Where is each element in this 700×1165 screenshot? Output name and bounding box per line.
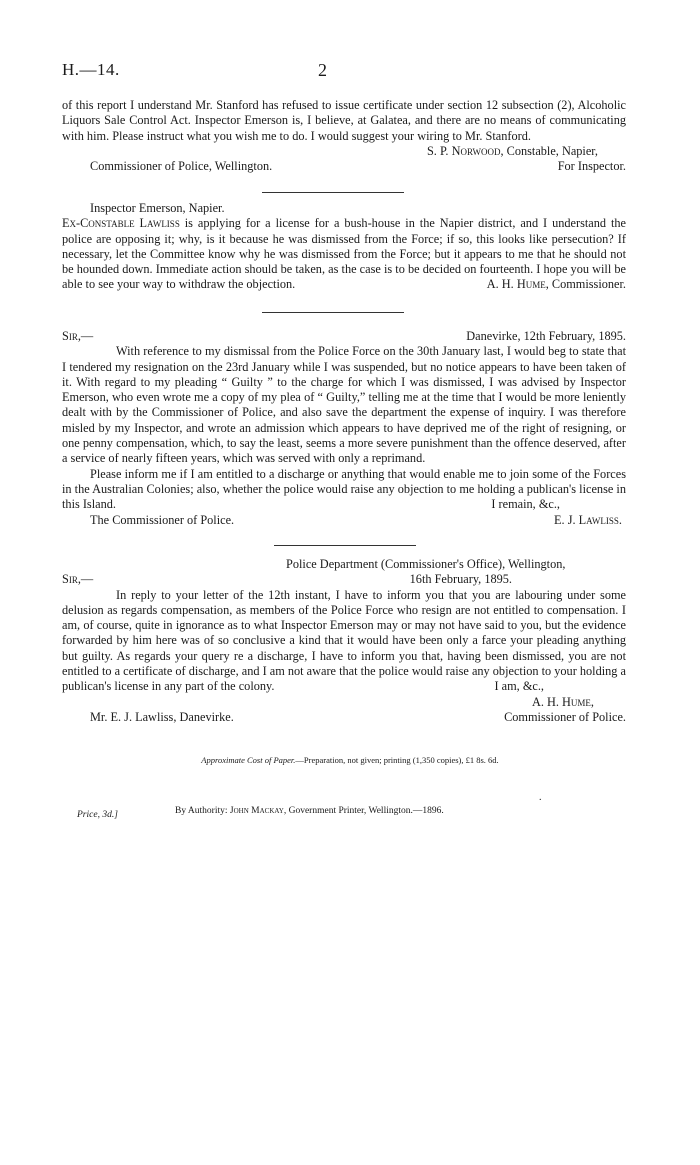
divider [262, 312, 404, 313]
closing: I am, &c., [494, 679, 544, 694]
paragraph: of this report I understand Mr. Stanford has refused to issue certificate under section 12 subsection (2), Alcoholic Liquors Sale Control Act. Inspector Emerson is, I believe, at Galatea, and there are no means of communicating with him. Please instruct what you wish me to do. I would suggest your wiring to Mr. Stanford. [62, 98, 626, 143]
date: 16th February, 1895. [409, 572, 512, 587]
printer-name: John Mackay [229, 806, 284, 816]
addressee-row [62, 710, 626, 725]
sender: Police Department (Commissioner's Office), Wellington, [286, 557, 566, 571]
cost-of-paper [0, 755, 700, 765]
telegram-hume-to-emerson [62, 201, 626, 293]
paragraph: In reply to your letter of the 12th instant, I have to inform you that you are labouring under some delusion as regards compensation, as members of the Police Force who resign are not entitled to compensation. I am, of course, quite in ignorance as to what Inspector Emerson may or may not have said to you, but the evidence forwarded by him here was of so conclusive a kind that it would have been only a farce your pleading anything but guilty. As regards your query re a discharge, I have to inform you that, having been dismissed, you are not entitled to a certificate of discharge, and I am not aware that the police would raise any objection to your holding a publican's license in any part of the colony. [62, 587, 626, 694]
paper-reference: H.—14. [62, 60, 120, 79]
paragraph: Please inform me if I am entitled to a discharge or anything that would enable me to join some of the Forces in the Australian Colonies; also, whether the police would raise any objection to me holding a publican's license in this Island. [62, 466, 626, 512]
signature-name: A. H. Hume [486, 277, 546, 292]
signature-title: Commissioner of Police. [504, 709, 626, 724]
authority-prefix: By Authority: [175, 806, 230, 816]
salutation: Inspector Emerson, Napier. [90, 201, 225, 215]
signature-title: , Constable, Napier, [500, 143, 598, 158]
signature: A. H. Hume, [531, 694, 594, 709]
salutation-row [62, 329, 626, 344]
authority-rest: , Government Printer, Wellington.—1896. [283, 806, 444, 816]
addressee: Commissioner of Police, Wellington. [90, 159, 273, 174]
opening-name: Ex-Constable Lawliss [62, 216, 180, 231]
addressee-row [62, 513, 626, 528]
salutation: Sir,— [62, 329, 94, 343]
signature: E. J. Lawliss. [554, 512, 622, 527]
signature-line [62, 144, 626, 159]
signature-name: S. P. Norwood [426, 143, 501, 158]
addressee: The Commissioner of Police. [90, 512, 235, 527]
addressee: Mr. E. J. Lawliss, Danevirke. [90, 709, 234, 724]
cost-text: —Preparation, not given; printing (1,350 copies), £1 8s. 6d. [295, 755, 499, 765]
salutation-row [62, 572, 626, 587]
letter-lawliss [62, 329, 626, 528]
cost-label: Approximate Cost of Paper. [201, 755, 296, 765]
body-text: is applying for a license for a bush-house in the Napier district, and I understand the police are opposing it; why, is it because he was dismissed from the Force; if so, this looks like persecution? If necessary, let the Committee know why he was dismissed from the Force; but it appears to me that he should not be hounded down. Immediate action should be taken, as the case is to be decided on fourteenth. I hope you will be able to see your way to withdraw the objection. [62, 216, 626, 292]
price: Price, 3d.] [77, 810, 118, 820]
telegram-norwood [62, 98, 626, 174]
closing: I remain, &c., [491, 497, 560, 512]
divider [262, 192, 404, 193]
for-line: For Inspector. [557, 159, 626, 174]
divider [274, 545, 416, 546]
letter-hume-reply [62, 557, 626, 725]
salutation: Sir,— [62, 572, 94, 587]
authority-line [175, 806, 444, 816]
signature-title: , Commissioner. [545, 277, 626, 292]
addressee-row [62, 159, 626, 174]
printer-dot: . [539, 792, 542, 803]
paragraph: With reference to my dismissal from the Police Force on the 30th January last, I would beg to state that I tendered my resignation on the 23rd January while I was suspended, but no notice appears to have been taken of it. With regard to my pleading “ Guilty ” to the charge for which I was dismissed, I was advised by Inspector Emerson, who even wrote me a copy of my plea of “ Guilty,” telling me at the time that I would be more leniently dealt with by the Commissioner of Police, and also save the department the expense of inquiry. I was therefore misled by my Inspector, and wrote an admission which appears to have deprived me of the right of resigning, or one penny compensation, which, to say the least, seems a more severe punishment than the offence deserved, after a service of nearly fifteen years, which was served with only a reprimand. [62, 344, 626, 466]
place-date: Danevirke, 12th February, 1895. [466, 329, 626, 343]
page-number: 2 [318, 60, 327, 80]
